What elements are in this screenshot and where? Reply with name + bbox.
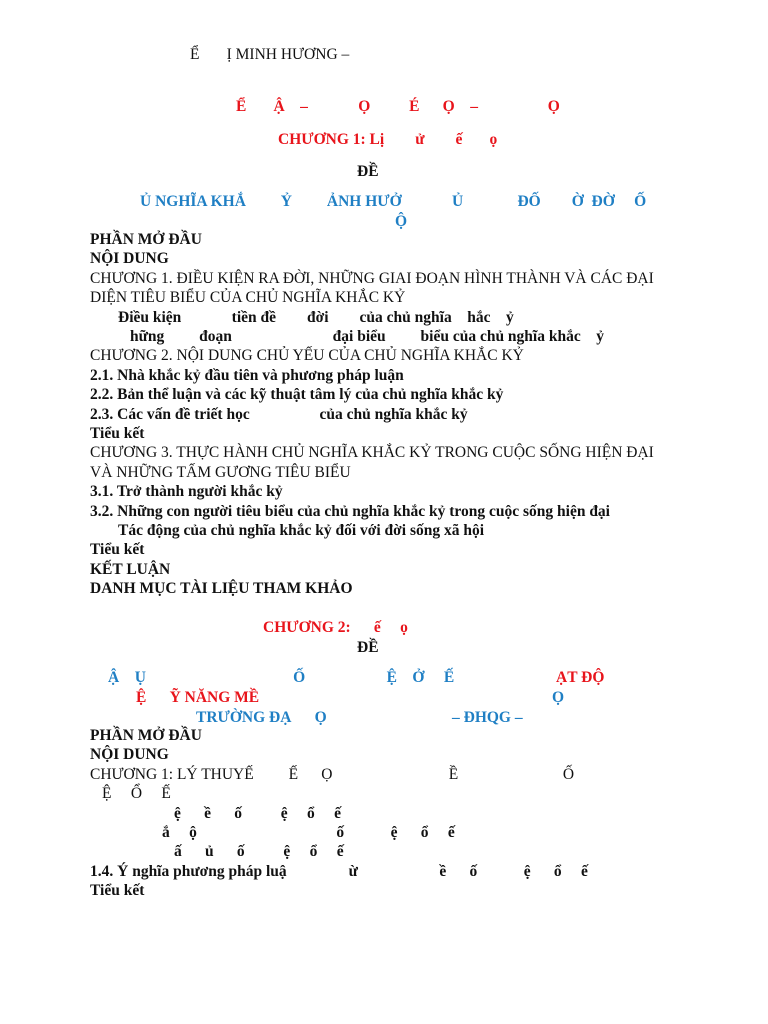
outline-line: Ệ Ổ Ế [102,785,171,803]
chapter1-topic-line1: Ủ NGHĨA KHẮ Ỷ ẢNH HƯỞ Ủ ĐỐ Ờ ĐỜ Ố [140,193,647,210]
outline-line: 3.2. Những con người tiêu biểu của chủ nghĩa khắc kỷ trong cuộc sống hiện đại [90,502,610,520]
outline-line: CHƯƠNG 1: LÝ THUYẾ Ế Ọ Ề Ố [90,765,575,783]
outline-line: Tác động của chủ nghĩa khắc kỷ đối với đời sống xã hội [118,522,485,539]
author-line: Ể Ị MINH HƯƠNG – [190,46,350,63]
chapter2-de-label: ĐỀ [357,639,379,656]
chapter2-topic-line1-left: Ậ Ụ Ố Ệ Ở Ế [108,669,455,686]
chapter2-topic-line2-right: Ọ [552,689,565,706]
outline-line: 2.3. Các vấn đề triết học của chủ nghĩa khắc kỷ [90,405,468,423]
outline-line: 2.2. Bản thể luận và các kỹ thuật tâm lý của chủ nghĩa khắc kỷ [90,386,504,404]
chapter1-topic-line2: Ộ [395,213,408,230]
outline-line: CHƯƠNG 3. THỰC HÀNH CHỦ NGHĨA KHẮC KỶ TRONG CUỘC SỐNG HIỆN ĐẠI [90,444,654,462]
outline-line: CHƯƠNG 1. ĐIỀU KIỆN RA ĐỜI, NHỮNG GIAI ĐOẠN HÌNH THÀNH VÀ CÁC ĐẠI [90,269,654,287]
outline-line: DANH MỤC TÀI LIỆU THAM KHẢO [90,580,353,598]
outline-line: CHƯƠNG 2. NỘI DUNG CHỦ YẾU CỦA CHỦ NGHĨA KHẮC KỶ [90,347,524,365]
outline-line: NỘI DUNG [90,250,169,268]
outline-line: Điều kiện tiền đề đời của chủ nghĩa hắc ỷ [118,308,514,326]
outline-line: KẾT LUẬN [90,560,171,578]
outline-line: DIỆN TIÊU BIỂU CỦA CHỦ NGHĨA KHẮC KỶ [90,289,406,307]
outline-line: ắ ộ ố ệ ổ ế [162,824,455,841]
outline-line: hững đoạn đại biểu biểu của chủ nghĩa khắc ỷ [130,328,604,345]
chapter1-de-label: ĐỀ [357,163,379,180]
outline-line: 1.4. Ý nghĩa phương pháp luậ ừ ề ố ệ ổ ế [90,862,588,880]
outline-line: Tiểu kết [90,882,145,900]
outline-line: Tiểu kết [90,541,145,559]
outline-line: Tiểu kết [90,425,145,442]
outline-line: VÀ NHỮNG TẤM GƯƠNG TIÊU BIỂU [90,463,351,481]
chapter2-heading: CHƯƠNG 2: ế ọ [263,619,408,636]
chapter2-topic-line3-right: – ĐHQG – [452,709,523,726]
chapter1-title-row: Ể Ậ – Ọ É Ọ – Ọ [236,98,560,115]
outline-line: PHẦN MỞ ĐẦU [90,231,202,248]
outline-line: 2.1. Nhà khắc kỷ đầu tiên và phương pháp luận [90,366,404,384]
chapter1-heading: CHƯƠNG 1: Lị ử ế ọ [278,131,498,148]
chapter2-topic-line1-right: ẠT ĐỘ [556,669,605,686]
outline-line: NỘI DUNG [90,746,169,764]
outline-line: ệ ề ố ệ ổ ế [174,804,342,822]
chapter2-topic-line3-left: TRƯỜNG ĐẠ Ọ [196,709,327,726]
outline-line: ấ ủ ố ệ ổ ế [174,843,344,861]
outline-line: PHẦN MỞ ĐẦU [90,727,202,744]
outline-line: 3.1. Trở thành người khắc kỷ [90,483,283,501]
chapter2-topic-line2-left: Ệ Ỹ NĂNG MỀ [136,689,260,706]
